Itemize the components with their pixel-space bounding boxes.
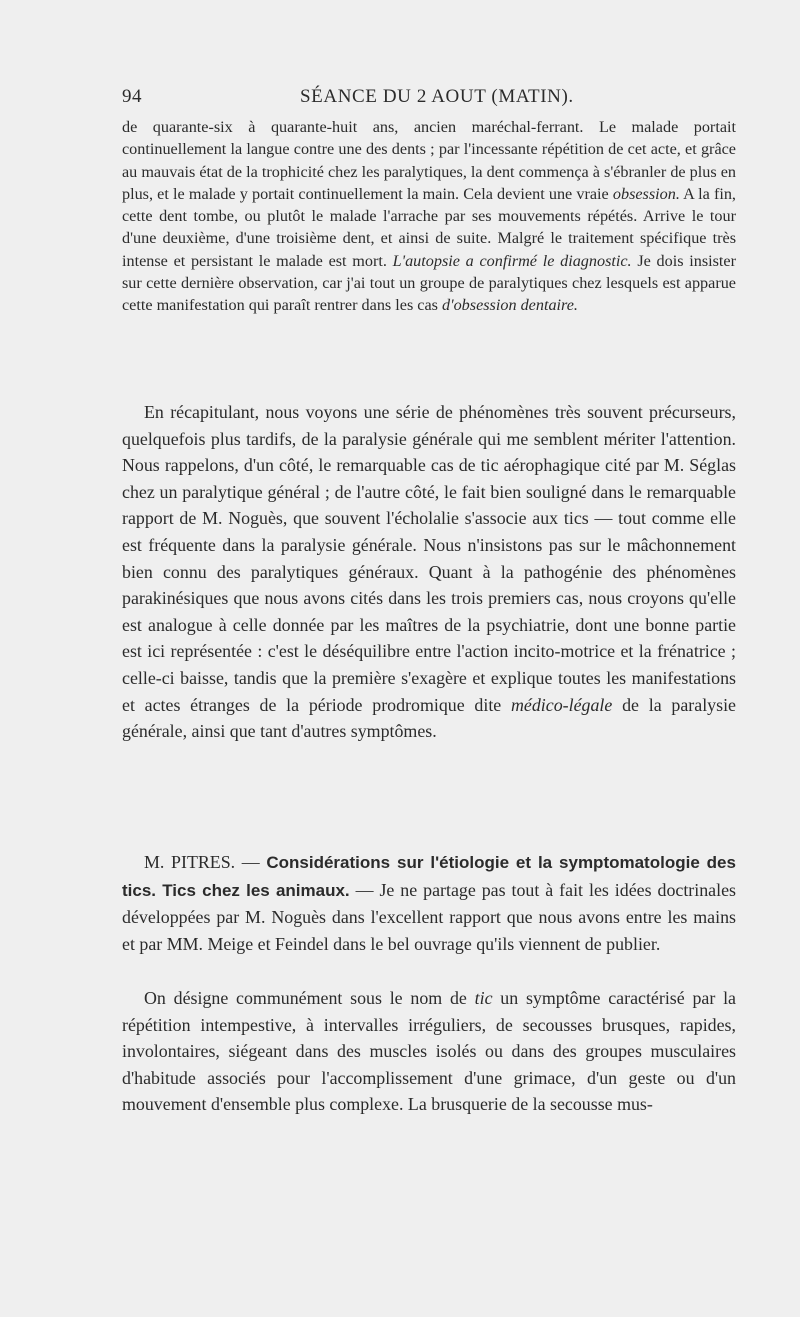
- tic-definition-paragraph: On désigne communément sous le nom de tic un symptôme caractérisé par la répétition intempestive, à intervalles irréguliers, de secousses brusques, rapides, involontaires, siégeant dans des muscles isolés ou dans des groupes musculaires d'habitude associés pour l'accomplissement d'une grimace, d'un geste ou d'un mouvement d'ensemble plus complexe. La brusquerie de la secousse mus-: [122, 988, 736, 1115]
- recap-paragraph: En récapitulant, nous voyons une série de phénomènes très souvent précurseurs, quelquefois plus tardifs, de la paralysie générale qui me semblent mériter l'attention. Nous rappelons, d'un côté, le remarquable cas de tic aérophagique cité par M. Séglas chez un paralytique général ; de l'autre côté, le fait bien souligné dans le remarquable rapport de M. Noguès, que souvent l'écholalie s'associe aux tics — tout comme elle est fréquente dans la paralysie générale. Nous n'insistons pas sur le mâchonnement bien connu des paralytiques généraux. Quant à la pathogénie des phénomènes parakinésiques que nous avons cités dans les trois premiers cas, nous croyons qu'elle est analogue à celle donnée par les maîtres de la psychiatrie, dont une bonne partie est ici représentée : c'est le déséquilibre entre l'action incito-motrice et la frénatrice ; celle-ci baisse, tandis que la première s'exagère et explique toutes les manifestations et actes étranges de la période prodromique dite médico-légale de la paralysie générale, ainsi que tant d'autres symptômes.: [122, 402, 736, 742]
- section-title: Considérations sur l'étiologie et la symptomatologie des tics. Tics chez les animaux.: [122, 853, 736, 900]
- running-title: SÉANCE DU 2 AOUT (MATIN).: [300, 86, 574, 107]
- case-observation-paragraph: de quarante-six à quarante-huit ans, ancien maréchal-ferrant. Le malade portait continuellement la langue contre une des dents ; par l'incessante répétition de cet acte, et grâce au mauvais état de la trophicité chez les paralytiques, la dent commença à s'ébranler de plus en plus, et le malade y portait continuellement la main. Cela devient une vraie obsession. A la fin, cette dent tombe, ou plutôt le malade l'arrache par ses mouvements répétés. Arrive le tour d'une deuxième, d'une troisième dent, et ainsi de suite. Malgré le traitement spécifique très intense et persistant le malade est mort. L'autopsie a confirmé le diagnostic. Je dois insister sur cette dernière observation, car j'ai tout un groupe de paralytiques chez lesquels est apparue cette manifestation qui paraît rentrer dans les cas d'obsession dentaire.: [122, 118, 736, 315]
- pitres-paragraph: M. PITRES. — Considérations sur l'étiologie et la symptomatologie des tics. Tics chez les animaux. — Je ne partage pas tout à fait les idées doctrinales développées par M. Noguès dans l'excellent rapport que nous avons entre les mains et par MM. Meige et Feindel dans le bel ouvrage qu'ils viennent de publier.: [122, 852, 736, 954]
- running-header: [122, 86, 736, 116]
- page-number: 94: [122, 86, 142, 107]
- speaker-name: M. PITRES.: [144, 852, 236, 872]
